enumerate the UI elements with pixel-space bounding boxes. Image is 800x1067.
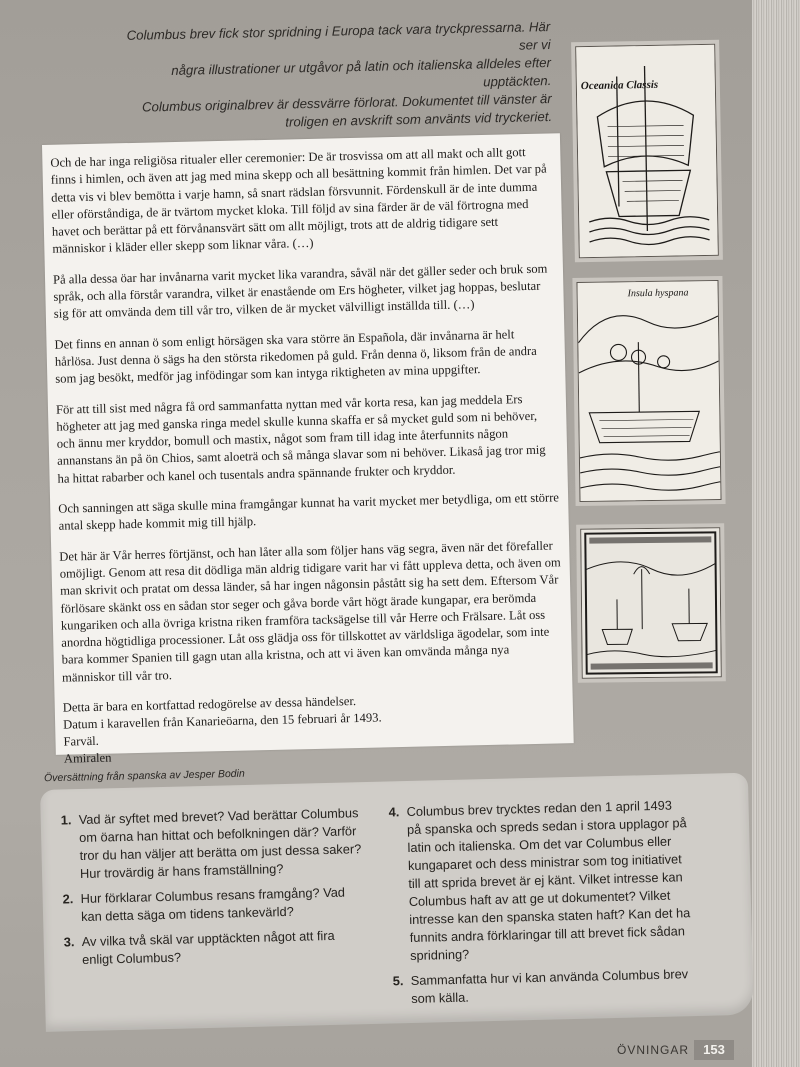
- question-text: Hur förklarar Columbus resans framgång? Vad kan detta säga om tidens tankevärld?: [80, 884, 346, 925]
- letter-paragraph: Det här är Vår herres förtjänst, och han låter alla som följer hans väg segra, även när det förefaller omöjligt. Genom att resa dit dödliga män aldrig tidigare varit har vi fått uppleva detta, och även om man skrivit och pratat om dessa länder, så har ingen någonsin påstått sig ha sett dem. Eftersom Vår förlösare skänkt oss en sådan stor seger och gåva borde vårt högt ärade kungapar, era berömda kungariken och alla övriga kristna riken framföra tacksägelse till vår Herre och Frälsare. Låt oss anordna högtidliga processioner. Låt oss glädja oss för tillskottet av världsliga ägodelar, som inte bara kommer Spanien till gagn utan alla kristna, och att vi även kan omvända många nya människor till vår tro.: [59, 538, 561, 685]
- question-number: 2.: [62, 891, 74, 907]
- question-text: Columbus brev trycktes redan den 1 april 1493 på spanska och spreds sedan i stora upplagor på latin och italienska. Om det var Columbus eller kungaparet och dess ministrar som tog initiativet till att sprida brevet är ej känt. Vilket intresse kan Columbus haft av att ge ut dokumentet? Vilket intresse kan den spanska staten haft? Kan det ha funnits andra förklaringar till att brevet fick sådan spridning?: [406, 797, 691, 964]
- exercises-box: [40, 773, 754, 1032]
- woodcut-caption: Insula hyspana: [627, 287, 689, 300]
- intro-line: Columbus brev fick stor spridning i Europa tack vara tryckpressarna. Här ser vi: [126, 18, 551, 53]
- question-item: [61, 804, 363, 883]
- page-number: 153: [694, 1040, 734, 1060]
- questions-right-column: [388, 796, 693, 1015]
- question-text: Av vilka två skäl var upptäckten något att fira enligt Columbus?: [81, 927, 335, 968]
- intro-line: Columbus originalbrev är dessvärre förlorat. Dokumentet till vänster är: [141, 90, 552, 115]
- book-page-edges: [752, 0, 800, 1067]
- question-item: [393, 965, 694, 1008]
- letter-paragraph: På alla dessa öar har invånarna varit mycket lika varandra, såväl när det gäller seder och bruk som språk, och alla förstår varandra, vilket är enastående om Ers högheter, vilket jag hoppas, beslutar sig för att omvända dem till vår tro, vilken de är mycket välvilligt inställda till. (…): [52, 261, 548, 322]
- question-text: Vad är syftet med brevet? Vad berättar Columbus om öarna han hittat och befolkningen där? Varför tror du han väljer att berätta om just dessa saker? Hur trovärdig är hans framställning?: [78, 805, 362, 882]
- woodcut-caption: Oceanica Classis: [580, 78, 659, 93]
- woodcut-ship-image: [575, 44, 719, 258]
- question-item: [388, 796, 692, 965]
- letter-closing-line: Datum i karavellen från Kanarieöarna, den 15 februari år 1493.: [62, 710, 382, 732]
- question-text: Sammanfatta hur vi kan använda Columbus brev som källa.: [410, 966, 689, 1006]
- letter-paragraph: Och de har inga religiösa ritualer eller ceremonier: De är trosvissa om att all makt och allt gott finns i himlen, och även att jag med mina skepp och all besättning kommit från himlen. Det var på detta vis vi blev bemötta i varje hamn, så snart rädslan försvunnit. Fördenskull är de inte dumma eller oförståndiga, de är tvärtom mycket kloka. Till följd av sina färder är de väl förtrogna med havet och berättar på ett förvånansvärt sätt om allt möjligt, trots att de aldrig tidigare sett människor i kläder eller skepp som liknar våra. (…): [50, 145, 547, 257]
- letter-paragraph: Och sanningen att säga skulle mina framgångar kunnat ha varit mycket mer betydliga, om ett större antal skepp hade kommit mig till hjälp.: [58, 490, 560, 534]
- question-number: 3.: [63, 934, 75, 950]
- question-item: [62, 883, 363, 926]
- translation-credit: Översättning från spanska av Jesper Bodin: [43, 767, 245, 785]
- woodcut-landing-image: [580, 527, 722, 678]
- section-label: ÖVNINGAR: [617, 1043, 690, 1057]
- letter-box: [42, 133, 574, 766]
- letter-paragraph: Det finns en annan ö som enligt hörsägen ska vara större än Española, där invånarna är helt hårlösa. Just denna ö sägs ha den största rikedomen på guld. Från denna ö, liksom från de andra som jag besökt, medför jag infödingar som kan intyga riktigheten av mina uppgifter.: [54, 327, 537, 387]
- intro-line: troligen en avskrift som använts vid tryckeriet.: [285, 108, 553, 130]
- intro-caption: [120, 18, 552, 135]
- intro-line: några illustrationer ur utgåvor på latin och italienska alldeles efter upptäckten.: [171, 54, 552, 90]
- letter-paragraph: För att till sist med några få ord sammanfatta nyttan med vår korta resa, kan jag meddela Ers högheter att jag med ganska ringa medel skulle kunna skaffa er så mycket guld som ni behöver, och ännu mer kryddor, bomull och mastix, något som fram till idag inte återfunnits någon annanstans än på ön Chios, samt aloeträ och så många slavar som ni behöver. Likaså jag tror mig ha hittat rabarber och kanel och tusentals andra spännande frukter och kryddor.: [55, 391, 546, 486]
- question-number: 4.: [388, 804, 400, 820]
- question-item: [64, 926, 365, 969]
- woodcut-island-image: [576, 280, 721, 502]
- letter-signature: Amiralen: [63, 750, 112, 766]
- question-number: 5.: [392, 973, 404, 989]
- letter-closing-line: Detta är bara en kortfattad redogörelse av dessa händelser.: [62, 694, 357, 715]
- question-number: 1.: [60, 812, 72, 828]
- letter-closing-line: Farväl.: [63, 733, 100, 749]
- questions-left-column: [61, 804, 365, 976]
